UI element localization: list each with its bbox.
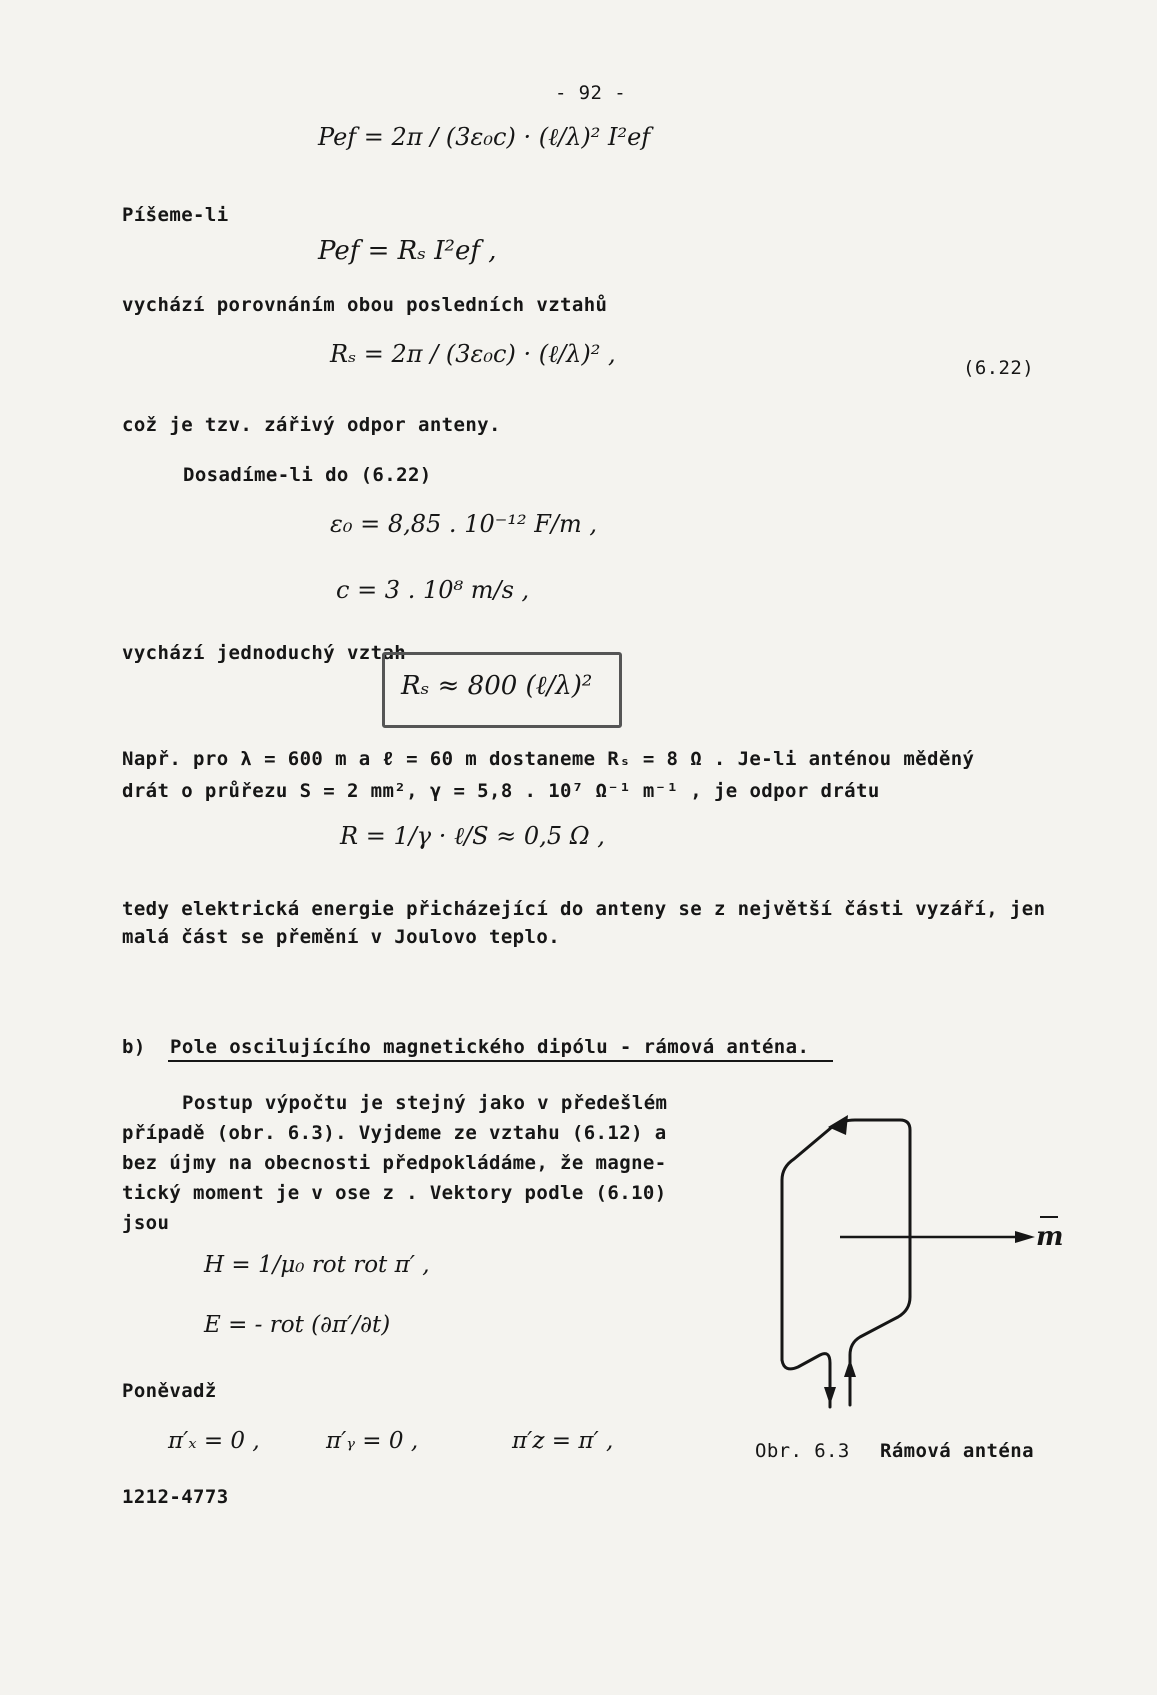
equation-pi-z: π′z = π′ , — [512, 1428, 614, 1454]
equation-rs: Rₛ = 2π / (3ε₀c) · (ℓ/λ)² , — [330, 340, 616, 368]
antenna-loop — [782, 1120, 910, 1407]
lead-arrow-up — [844, 1359, 856, 1377]
text-postup-line1: Postup výpočtu je stejný jako v předešlém — [182, 1092, 668, 1114]
equation-pef — [318, 122, 650, 152]
section-b-letter: b) — [122, 1036, 146, 1058]
figure-caption-title: Rámová anténa — [880, 1440, 1034, 1462]
text-postup-line2: případě (obr. 6.3). Vyjdeme ze vztahu (6.12) a — [122, 1122, 667, 1144]
text-ponevadz: Poněvadž — [122, 1380, 217, 1402]
page-number: - 92 - — [555, 82, 627, 104]
section-b-title: Pole oscilujícího magnetického dipólu - rámová anténa. — [170, 1036, 810, 1058]
text-postup-line3: bez újmy na obecnosti předpokládáme, že magne- — [122, 1152, 667, 1174]
moment-vector-arrowhead — [1015, 1231, 1035, 1243]
text-postup-line5: jsou — [122, 1212, 170, 1234]
equation-e: E = - rot (∂π′/∂t) — [204, 1312, 391, 1338]
text-tedy-line1: tedy elektrická energie přicházející do anteny se z největší části vyzáří, jen — [122, 898, 1046, 920]
lead-arrow-down — [824, 1387, 836, 1405]
text-coz-je: což je tzv. zářivý odpor anteny. — [122, 414, 501, 436]
equation-r: R = 1/γ · ℓ/S ≈ 0,5 Ω , — [340, 822, 605, 850]
equation-pi-x: π′ₓ = 0 , — [168, 1428, 260, 1454]
equation-label-6-22: (6.22) — [963, 357, 1035, 379]
figure-frame-antenna — [760, 1105, 1080, 1415]
text-postup-line4: tický moment je v ose z . Vektory podle (6.10) — [122, 1182, 667, 1204]
equation-pef-text: Pef = 2π / (3ε₀c) · (ℓ/λ)² I²ef — [318, 123, 651, 151]
section-b-underline — [168, 1060, 833, 1062]
text-dosadime: Dosadíme-li do (6.22) — [183, 464, 432, 486]
text-napr-line2: drát o průřezu S = 2 mm², γ = 5,8 . 10⁷ Ω⁻¹ m⁻¹ , je odpor drátu — [122, 780, 880, 802]
boxed-result — [382, 652, 622, 728]
text-piseme: Píšeme-li — [122, 204, 229, 226]
equation-epsilon: ε₀ = 8,85 . 10⁻¹² F/m , — [330, 510, 598, 538]
equation-h: H = 1/μ₀ rot rot π′ , — [204, 1252, 430, 1278]
equation-pi-y: π′ᵧ = 0 , — [326, 1428, 419, 1454]
figure-vector-label: m — [1036, 1222, 1064, 1252]
equation-boxed: Rₛ ≈ 800 (ℓ/λ)² — [401, 671, 593, 701]
loop-arrow-top — [828, 1115, 848, 1135]
equation-c: c = 3 . 10⁸ m/s , — [336, 576, 530, 604]
text-napr-line1: Např. pro λ = 600 m a ℓ = 60 m dostaneme Rₛ = 8 Ω . Je-li anténou měděný — [122, 748, 975, 770]
equation-pef-r: Pef = Rₛ I²ef , — [318, 236, 497, 266]
text-vychazi-porovnanim: vychází porovnáním obou posledních vztahů — [122, 294, 608, 316]
text-vychazi-jednoduchy: vychází jednoduchý vztah — [122, 642, 407, 664]
figure-caption-number: Obr. 6.3 — [755, 1440, 850, 1462]
text-tedy-line2: malá část se přemění v Joulovo teplo. — [122, 926, 561, 948]
footer-code: 1212-4773 — [122, 1486, 229, 1508]
